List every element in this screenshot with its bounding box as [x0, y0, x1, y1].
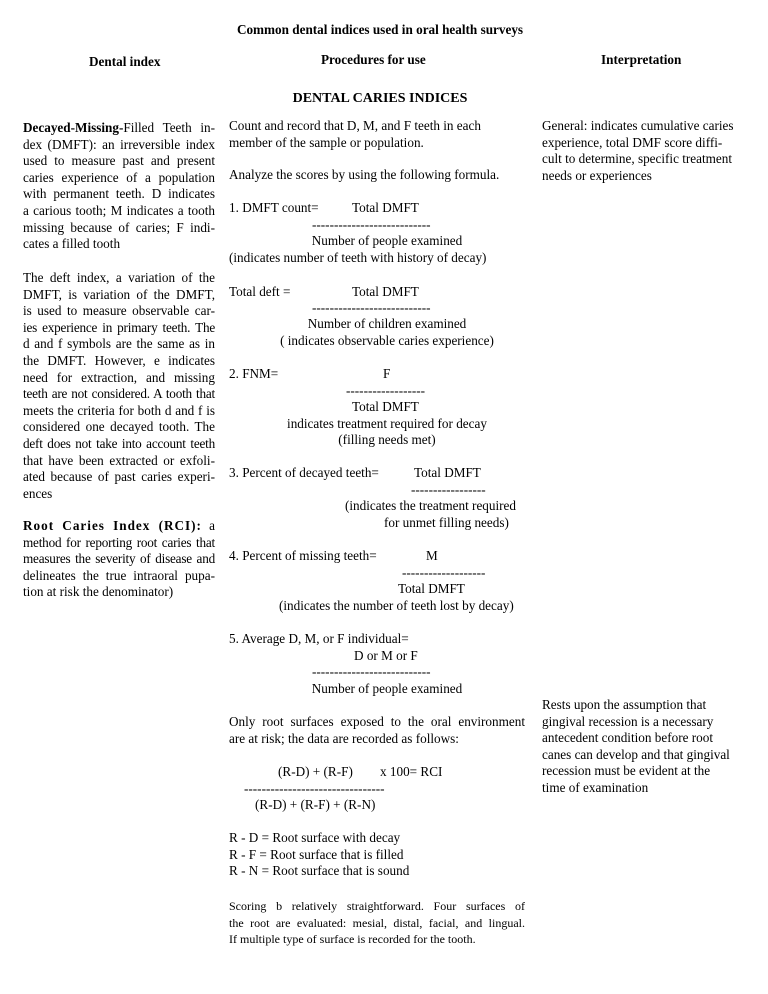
root-line: are at risk; the data are recorded as follows:	[229, 730, 459, 746]
rci-line: measures the severity of disease and	[23, 551, 215, 567]
formula-decayed-label: 3. Percent of decayed teeth=	[229, 465, 379, 480]
page-title: Common dental indices used in oral health surveys	[236, 22, 524, 37]
procedure-intro	[229, 118, 481, 151]
formula-average-label: 5. Average D, M, or F individual=	[229, 631, 409, 646]
analyze-instruction: Analyze the scores by using the following formula.	[229, 167, 500, 182]
formula-deft-label: Total deft =	[229, 284, 291, 299]
formula-decayed-numerator: Total DMFT	[414, 465, 481, 480]
legend-item: R - N = Root surface that is sound	[229, 863, 410, 879]
dmft-line: a carious tooth; M indicates a tooth	[23, 202, 215, 218]
formula-fnm-numerator: F	[383, 366, 391, 381]
formula-fnm-bar: ------------------	[346, 383, 426, 398]
dmft-line: Decayed-Missing-Filled Teeth in-	[23, 120, 215, 135]
formula-deft-denominator: Number of children examined	[307, 316, 467, 331]
rci-formula-numerator: (R-D) + (R-F)	[278, 764, 353, 779]
header-interpretation: Interpretation	[601, 52, 682, 67]
interpretation-line: time of examination	[542, 779, 649, 795]
interpretation-line: cult to determine, specific treatment	[542, 151, 733, 167]
dmft-description	[23, 120, 215, 253]
dmft-term: Decayed-Missing-	[23, 120, 124, 135]
interpretation-line: Rests upon the assumption that	[542, 697, 707, 712]
deft-line: meets the criteria for both d and f is	[23, 402, 215, 418]
formula-missing-numerator: M	[426, 548, 438, 563]
legend-item: R - F = Root surface that is filled	[229, 846, 404, 862]
deft-line: teeth are not considered. A tooth that	[23, 386, 215, 402]
deft-line: need for extraction, and missing	[23, 369, 215, 385]
rci-formula-bar: --------------------------------	[244, 781, 385, 796]
legend-item: R - D = Root surface with decay	[229, 830, 401, 845]
rci-description: Root Caries Index (RCI): a method for reporting root caries that measures the severity of disease and delineates the true intraoral pupa- tion at risk the denominator)	[23, 518, 215, 600]
intro-line: member of the sample or population.	[229, 134, 424, 150]
rci-line: tion at risk the denominator)	[23, 584, 174, 600]
interpretation-line: General: indicates cumulative caries	[542, 118, 734, 133]
deft-line: that have been extracted or exfoli-	[23, 452, 215, 468]
dmft-line: dex (DMFT): an irreversible index	[23, 136, 215, 152]
formula-fnm-note: indicates treatment required for decay	[287, 416, 487, 431]
formula-missing-note: (indicates the number of teeth lost by decay)	[279, 598, 514, 613]
formula-1-note: (indicates number of teeth with history of decay)	[229, 250, 487, 265]
formula-fnm-label: 2. FNM=	[229, 366, 279, 381]
interpretation-rci	[542, 697, 730, 797]
deft-line: The deft index, a variation of the	[23, 270, 215, 285]
deft-line: considered one decayed tooth. The	[23, 419, 215, 435]
interpretation-general	[542, 118, 734, 184]
interpretation-line: needs or experiences	[542, 167, 652, 183]
deft-line: deft does not take into account teeth	[23, 435, 215, 451]
formula-average-numerator: D or M or F	[354, 648, 418, 663]
interpretation-line: gingival recession is a necessary	[542, 713, 714, 729]
formula-fnm-note: (filling needs met)	[338, 432, 436, 447]
interpretation-line: canes can develop and that gingival	[542, 746, 730, 762]
interpretation-line: antecedent condition before root	[542, 730, 713, 746]
formula-decayed-bar: -----------------	[411, 482, 486, 497]
dmft-line: with permanent teeth. D indicates	[23, 186, 215, 202]
formula-missing-bar: -------------------	[402, 565, 486, 580]
rci-line: delineates the true intraoral pupa-	[23, 567, 215, 583]
formula-missing-label: 4. Percent of missing teeth=	[229, 548, 377, 563]
section-title: DENTAL CARIES INDICES	[292, 91, 468, 106]
formula-decayed-note: for unmet filling needs)	[384, 515, 509, 530]
rci-formula-denominator: (R-D) + (R-F) + (R-N)	[255, 797, 376, 812]
dmft-line: used to measure past and present	[23, 153, 215, 169]
deft-line: d and f symbols are the same as in	[23, 336, 215, 352]
formula-deft-numerator: Total DMFT	[352, 284, 419, 299]
rci-term: Root Caries Index (RCI):	[23, 518, 202, 533]
deft-line: DMFT, is variation of the DMFT,	[23, 286, 215, 302]
formula-missing-denominator: Total DMFT	[398, 581, 465, 596]
dmft-line: missing because of caries; F indi-	[23, 219, 215, 235]
interpretation-line: experience, total DMF score diffi-	[542, 134, 723, 150]
formula-deft-bar: ---------------------------	[312, 300, 431, 315]
formula-1-numerator: Total DMFT	[352, 200, 419, 215]
formula-fnm-denominator: Total DMFT	[352, 399, 419, 414]
formula-1-denominator: Number of people examined	[311, 233, 463, 248]
deft-line: ences	[23, 485, 53, 501]
rci-line: method for reporting root caries that	[23, 534, 215, 550]
dmft-line: cates a filled tooth	[23, 236, 121, 252]
interpretation-line: recession must be evident at the	[542, 763, 711, 779]
formula-1-bar: ---------------------------	[312, 217, 431, 232]
scoring-line: If multiple type of surface is recorded for the tooth.	[229, 932, 476, 946]
formula-average-denominator: Number of people examined	[311, 681, 463, 696]
deft-line: ies experience in primary teeth. The	[23, 319, 215, 335]
header-dental-index: Dental index	[89, 54, 161, 69]
rci-formula-multiplier: x 100= RCI	[380, 764, 443, 779]
scoring-note	[229, 898, 525, 948]
scoring-line: Scoring b relatively straightforward. Four surfaces of	[229, 899, 525, 913]
intro-line: Count and record that D, M, and F teeth in each	[229, 118, 481, 133]
deft-description	[23, 270, 215, 502]
root-line: Only root surfaces exposed to the oral environment	[229, 714, 525, 729]
dmft-line: caries experience of a population	[23, 169, 215, 185]
root-surfaces-text	[229, 714, 525, 747]
formula-1-label: 1. DMFT count=	[229, 200, 319, 215]
formula-decayed-note: (indicates the treatment required	[345, 498, 516, 513]
deft-line: is used to measure observable car-	[23, 303, 215, 319]
formula-deft-note: ( indicates observable caries experience)	[280, 333, 494, 348]
deft-line: ated because of past caries experi-	[23, 469, 215, 485]
formula-average-bar: ---------------------------	[312, 664, 431, 679]
scoring-line: the root are evaluated: mesial, distal, facial, and lingual.	[229, 915, 525, 930]
header-procedures: Procedures for use	[321, 52, 426, 67]
deft-line: the DMFT. However, e indicates	[23, 352, 215, 368]
rci-legend	[229, 830, 409, 880]
